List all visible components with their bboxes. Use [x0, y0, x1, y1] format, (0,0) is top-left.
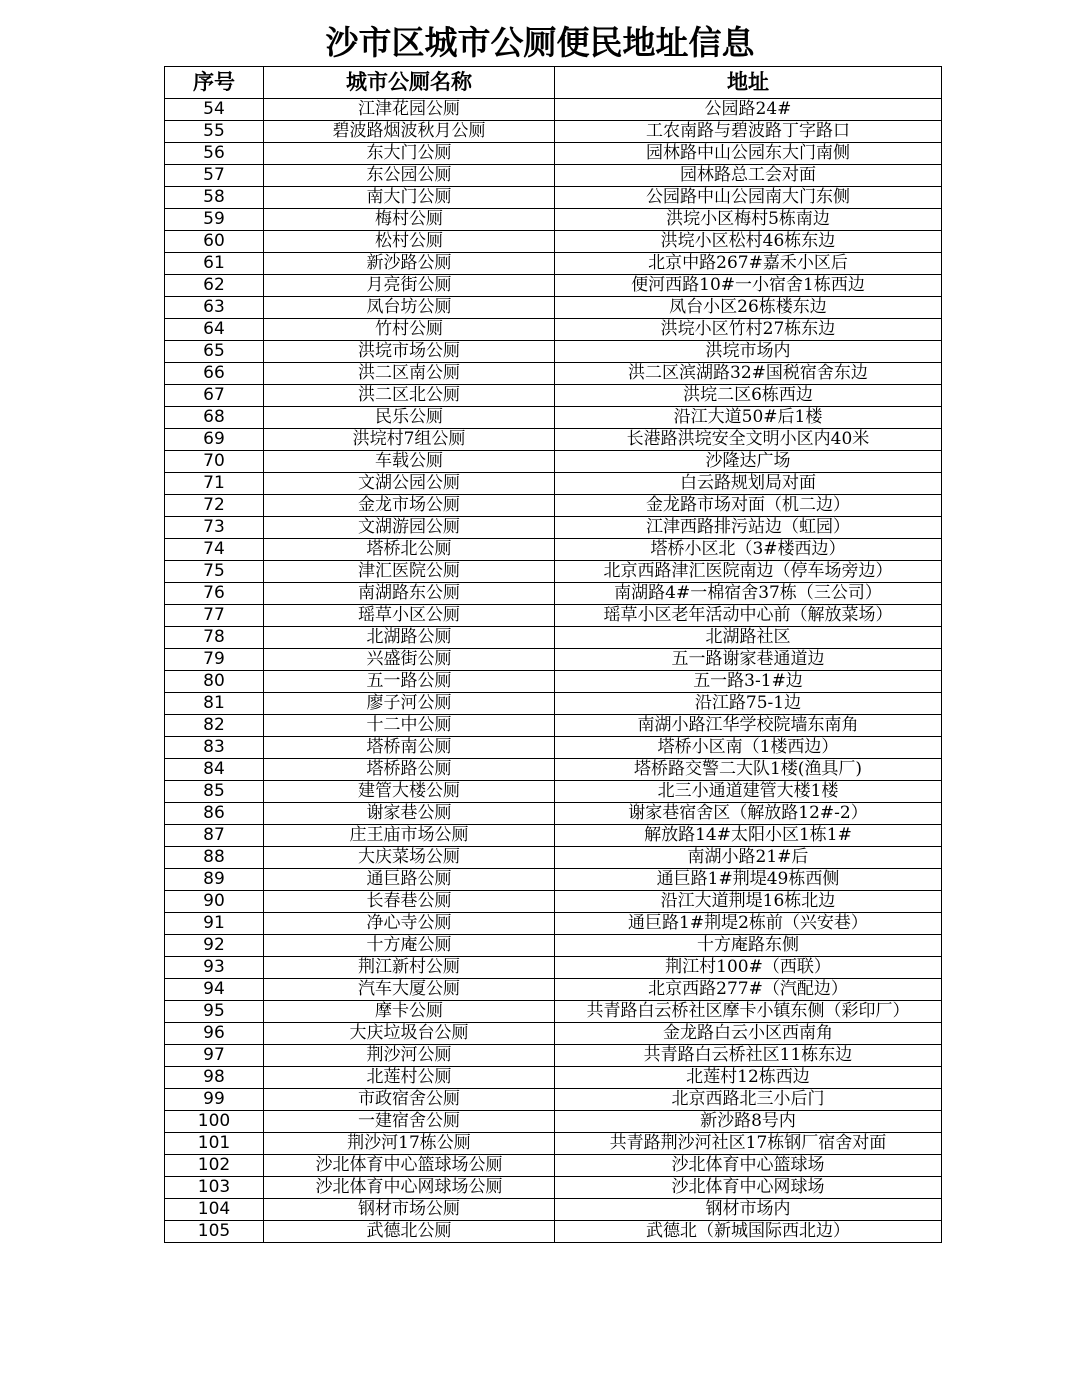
table-row — [165, 143, 942, 165]
table-row — [165, 1089, 942, 1111]
serial-number-cell: 77 — [165, 605, 264, 627]
table-row — [165, 495, 942, 517]
table-row — [165, 1155, 942, 1177]
address-cell: 北京中路267#嘉禾小区后 — [555, 253, 942, 275]
serial-number-cell: 105 — [165, 1221, 264, 1243]
toilet-name-cell: 东公园公厕 — [264, 165, 555, 187]
table-body — [165, 99, 942, 1243]
address-cell: 共青路白云桥社区11栋东边 — [555, 1045, 942, 1067]
address-cell: 南湖小路21#后 — [555, 847, 942, 869]
table-row — [165, 1067, 942, 1089]
address-cell: 南湖路4#一棉宿舍37栋（三公司） — [555, 583, 942, 605]
address-cell: 北京西路北三小后门 — [555, 1089, 942, 1111]
address-cell: 沙北体育中心网球场 — [555, 1177, 942, 1199]
table-row — [165, 1133, 942, 1155]
toilet-name-cell: 金龙市场公厕 — [264, 495, 555, 517]
serial-number-cell: 57 — [165, 165, 264, 187]
toilet-name-cell: 民乐公厕 — [264, 407, 555, 429]
toilet-name-cell: 洪垸村7组公厕 — [264, 429, 555, 451]
header-address: 地址 — [555, 67, 942, 99]
table-row — [165, 957, 942, 979]
serial-number-cell: 54 — [165, 99, 264, 121]
toilet-name-cell: 车载公厕 — [264, 451, 555, 473]
table-row — [165, 1177, 942, 1199]
address-cell: 洪垸小区竹村27栋东边 — [555, 319, 942, 341]
header-row — [165, 67, 942, 99]
toilet-name-cell: 凤台坊公厕 — [264, 297, 555, 319]
toilet-name-cell: 梅村公厕 — [264, 209, 555, 231]
table-row — [165, 165, 942, 187]
serial-number-cell: 91 — [165, 913, 264, 935]
toilet-name-cell: 竹村公厕 — [264, 319, 555, 341]
table-row — [165, 1199, 942, 1221]
address-cell: 沿江路75-1边 — [555, 693, 942, 715]
table-row — [165, 539, 942, 561]
table-row — [165, 693, 942, 715]
address-cell: 沙隆达广场 — [555, 451, 942, 473]
address-cell: 北京西路津汇医院南边（停车场旁边） — [555, 561, 942, 583]
toilet-name-cell: 大庆菜场公厕 — [264, 847, 555, 869]
table-header — [165, 67, 942, 99]
address-cell: 洪垸小区梅村5栋南边 — [555, 209, 942, 231]
address-cell: 十方庵路东侧 — [555, 935, 942, 957]
toilet-name-cell: 一建宿舍公厕 — [264, 1111, 555, 1133]
table-row — [165, 517, 942, 539]
address-cell: 洪二区滨湖路32#国税宿舍东边 — [555, 363, 942, 385]
address-cell: 荆江村100#（西联） — [555, 957, 942, 979]
toilet-name-cell: 洪二区北公厕 — [264, 385, 555, 407]
serial-number-cell: 55 — [165, 121, 264, 143]
toilet-name-cell: 洪垸市场公厕 — [264, 341, 555, 363]
serial-number-cell: 64 — [165, 319, 264, 341]
toilet-name-cell: 碧波路烟波秋月公厕 — [264, 121, 555, 143]
address-cell: 金龙路白云小区西南角 — [555, 1023, 942, 1045]
table-row — [165, 1111, 942, 1133]
toilet-name-cell: 东大门公厕 — [264, 143, 555, 165]
address-cell: 园林路中山公园东大门南侧 — [555, 143, 942, 165]
table-row — [165, 1045, 942, 1067]
serial-number-cell: 81 — [165, 693, 264, 715]
serial-number-cell: 97 — [165, 1045, 264, 1067]
table-row — [165, 341, 942, 363]
table-row — [165, 869, 942, 891]
address-cell: 塔桥小区北（3#楼西边） — [555, 539, 942, 561]
toilet-name-cell: 荆江新村公厕 — [264, 957, 555, 979]
serial-number-cell: 75 — [165, 561, 264, 583]
toilet-name-cell: 汽车大厦公厕 — [264, 979, 555, 1001]
address-cell: 沿江大道荆堤16栋北边 — [555, 891, 942, 913]
address-cell: 北京西路277#（汽配边） — [555, 979, 942, 1001]
toilet-name-cell: 松村公厕 — [264, 231, 555, 253]
toilet-name-cell: 通巨路公厕 — [264, 869, 555, 891]
serial-number-cell: 89 — [165, 869, 264, 891]
toilet-name-cell: 沙北体育中心篮球场公厕 — [264, 1155, 555, 1177]
address-cell: 白云路规划局对面 — [555, 473, 942, 495]
toilet-name-cell: 文湖公园公厕 — [264, 473, 555, 495]
address-cell: 洪垸市场内 — [555, 341, 942, 363]
toilet-name-cell: 建管大楼公厕 — [264, 781, 555, 803]
table-row — [165, 737, 942, 759]
serial-number-cell: 104 — [165, 1199, 264, 1221]
table-row — [165, 605, 942, 627]
serial-number-cell: 85 — [165, 781, 264, 803]
toilet-name-cell: 塔桥路公厕 — [264, 759, 555, 781]
serial-number-cell: 98 — [165, 1067, 264, 1089]
serial-number-cell: 92 — [165, 935, 264, 957]
toilet-name-cell: 谢家巷公厕 — [264, 803, 555, 825]
toilet-name-cell: 十方庵公厕 — [264, 935, 555, 957]
table-row — [165, 759, 942, 781]
serial-number-cell: 70 — [165, 451, 264, 473]
toilet-name-cell: 摩卡公厕 — [264, 1001, 555, 1023]
table-row — [165, 1221, 942, 1243]
serial-number-cell: 72 — [165, 495, 264, 517]
toilet-name-cell: 塔桥北公厕 — [264, 539, 555, 561]
table-row — [165, 231, 942, 253]
table-row — [165, 451, 942, 473]
table-row — [165, 99, 942, 121]
serial-number-cell: 83 — [165, 737, 264, 759]
address-cell: 沿江大道50#后1楼 — [555, 407, 942, 429]
table-row — [165, 473, 942, 495]
table-row — [165, 209, 942, 231]
address-cell: 通巨路1#荆堤2栋前（兴安巷） — [555, 913, 942, 935]
table-row — [165, 627, 942, 649]
serial-number-cell: 103 — [165, 1177, 264, 1199]
toilet-name-cell: 五一路公厕 — [264, 671, 555, 693]
serial-number-cell: 74 — [165, 539, 264, 561]
table-row — [165, 935, 942, 957]
address-cell: 新沙路8号内 — [555, 1111, 942, 1133]
toilet-name-cell: 廖子河公厕 — [264, 693, 555, 715]
table-row — [165, 1023, 942, 1045]
toilet-name-cell: 洪二区南公厕 — [264, 363, 555, 385]
table-row — [165, 297, 942, 319]
serial-number-cell: 61 — [165, 253, 264, 275]
table-row — [165, 847, 942, 869]
toilet-name-cell: 净心寺公厕 — [264, 913, 555, 935]
address-cell: 工农南路与碧波路丁字路口 — [555, 121, 942, 143]
toilet-name-cell: 大庆垃圾台公厕 — [264, 1023, 555, 1045]
toilet-name-cell: 南大门公厕 — [264, 187, 555, 209]
serial-number-cell: 59 — [165, 209, 264, 231]
toilet-name-cell: 长春巷公厕 — [264, 891, 555, 913]
address-cell: 洪垸二区6栋西边 — [555, 385, 942, 407]
toilet-name-cell: 庄王庙市场公厕 — [264, 825, 555, 847]
toilet-name-cell: 荆沙河17栋公厕 — [264, 1133, 555, 1155]
address-cell: 解放路14#太阳小区1栋1# — [555, 825, 942, 847]
address-cell: 北莲村12栋西边 — [555, 1067, 942, 1089]
toilet-name-cell: 武德北公厕 — [264, 1221, 555, 1243]
serial-number-cell: 100 — [165, 1111, 264, 1133]
address-cell: 公园路24# — [555, 99, 942, 121]
serial-number-cell: 94 — [165, 979, 264, 1001]
table-row — [165, 825, 942, 847]
toilet-name-cell: 北湖路公厕 — [264, 627, 555, 649]
table-row — [165, 715, 942, 737]
serial-number-cell: 69 — [165, 429, 264, 451]
serial-number-cell: 71 — [165, 473, 264, 495]
header-serial-number: 序号 — [165, 67, 264, 99]
table-row — [165, 803, 942, 825]
address-cell: 通巨路1#荆堤49栋西侧 — [555, 869, 942, 891]
table-row — [165, 561, 942, 583]
address-cell: 共青路荆沙河社区17栋钢厂宿舍对面 — [555, 1133, 942, 1155]
serial-number-cell: 95 — [165, 1001, 264, 1023]
toilet-name-cell: 文湖游园公厕 — [264, 517, 555, 539]
table-row — [165, 385, 942, 407]
serial-number-cell: 102 — [165, 1155, 264, 1177]
toilet-name-cell: 十二中公厕 — [264, 715, 555, 737]
header-toilet-name: 城市公厕名称 — [264, 67, 555, 99]
address-cell: 公园路中山公园南大门东侧 — [555, 187, 942, 209]
serial-number-cell: 67 — [165, 385, 264, 407]
serial-number-cell: 60 — [165, 231, 264, 253]
table-row — [165, 891, 942, 913]
table-row — [165, 979, 942, 1001]
table-row — [165, 671, 942, 693]
toilet-name-cell: 瑶草小区公厕 — [264, 605, 555, 627]
address-cell: 钢材市场内 — [555, 1199, 942, 1221]
toilet-name-cell: 月亮街公厕 — [264, 275, 555, 297]
serial-number-cell: 86 — [165, 803, 264, 825]
toilet-name-cell: 塔桥南公厕 — [264, 737, 555, 759]
table-row — [165, 275, 942, 297]
serial-number-cell: 87 — [165, 825, 264, 847]
page-title: 沙市区城市公厕便民地址信息 — [325, 23, 755, 62]
serial-number-cell: 93 — [165, 957, 264, 979]
address-cell: 五一路3-1#边 — [555, 671, 942, 693]
table-row — [165, 253, 942, 275]
serial-number-cell: 63 — [165, 297, 264, 319]
toilet-name-cell: 津汇医院公厕 — [264, 561, 555, 583]
address-cell: 长港路洪垸安全文明小区内40米 — [555, 429, 942, 451]
address-cell: 南湖小路江华学校院墙东南角 — [555, 715, 942, 737]
table-row — [165, 407, 942, 429]
address-cell: 塔桥路交警二大队1楼(渔具厂) — [555, 759, 942, 781]
address-cell: 北三小通道建管大楼1楼 — [555, 781, 942, 803]
address-cell: 便河西路10#一小宿舍1栋西边 — [555, 275, 942, 297]
address-cell: 瑶草小区老年活动中心前（解放菜场） — [555, 605, 942, 627]
toilet-name-cell: 钢材市场公厕 — [264, 1199, 555, 1221]
serial-number-cell: 90 — [165, 891, 264, 913]
address-cell: 塔桥小区南（1楼西边） — [555, 737, 942, 759]
address-cell: 北湖路社区 — [555, 627, 942, 649]
table-row — [165, 319, 942, 341]
table-row — [165, 913, 942, 935]
serial-number-cell: 82 — [165, 715, 264, 737]
address-cell: 江津西路排污站边（虹园） — [555, 517, 942, 539]
address-cell: 沙北体育中心篮球场 — [555, 1155, 942, 1177]
serial-number-cell: 80 — [165, 671, 264, 693]
toilet-name-cell: 北莲村公厕 — [264, 1067, 555, 1089]
serial-number-cell: 76 — [165, 583, 264, 605]
serial-number-cell: 62 — [165, 275, 264, 297]
toilet-name-cell: 沙北体育中心网球场公厕 — [264, 1177, 555, 1199]
table-row — [165, 429, 942, 451]
address-cell: 凤台小区26栋楼东边 — [555, 297, 942, 319]
toilet-name-cell: 市政宿舍公厕 — [264, 1089, 555, 1111]
serial-number-cell: 56 — [165, 143, 264, 165]
toilet-name-cell: 江津花园公厕 — [264, 99, 555, 121]
address-cell: 五一路谢家巷通道边 — [555, 649, 942, 671]
serial-number-cell: 101 — [165, 1133, 264, 1155]
toilet-name-cell: 南湖路东公厕 — [264, 583, 555, 605]
table-row — [165, 1001, 942, 1023]
serial-number-cell: 88 — [165, 847, 264, 869]
table-row — [165, 187, 942, 209]
serial-number-cell: 99 — [165, 1089, 264, 1111]
table-row — [165, 363, 942, 385]
table-row — [165, 121, 942, 143]
address-cell: 金龙路市场对面（机二边） — [555, 495, 942, 517]
serial-number-cell: 73 — [165, 517, 264, 539]
address-cell: 武德北（新城国际西北边） — [555, 1221, 942, 1243]
toilet-address-table — [164, 66, 942, 1243]
serial-number-cell: 96 — [165, 1023, 264, 1045]
address-cell: 园林路总工会对面 — [555, 165, 942, 187]
serial-number-cell: 58 — [165, 187, 264, 209]
table-row — [165, 583, 942, 605]
address-cell: 共青路白云桥社区摩卡小镇东侧（彩印厂） — [555, 1001, 942, 1023]
serial-number-cell: 66 — [165, 363, 264, 385]
address-cell: 谢家巷宿舍区（解放路12#-2） — [555, 803, 942, 825]
serial-number-cell: 84 — [165, 759, 264, 781]
serial-number-cell: 65 — [165, 341, 264, 363]
table-row — [165, 649, 942, 671]
table-row — [165, 781, 942, 803]
serial-number-cell: 78 — [165, 627, 264, 649]
serial-number-cell: 68 — [165, 407, 264, 429]
serial-number-cell: 79 — [165, 649, 264, 671]
toilet-name-cell: 荆沙河公厕 — [264, 1045, 555, 1067]
toilet-name-cell: 兴盛街公厕 — [264, 649, 555, 671]
address-cell: 洪垸小区松村46栋东边 — [555, 231, 942, 253]
toilet-name-cell: 新沙路公厕 — [264, 253, 555, 275]
